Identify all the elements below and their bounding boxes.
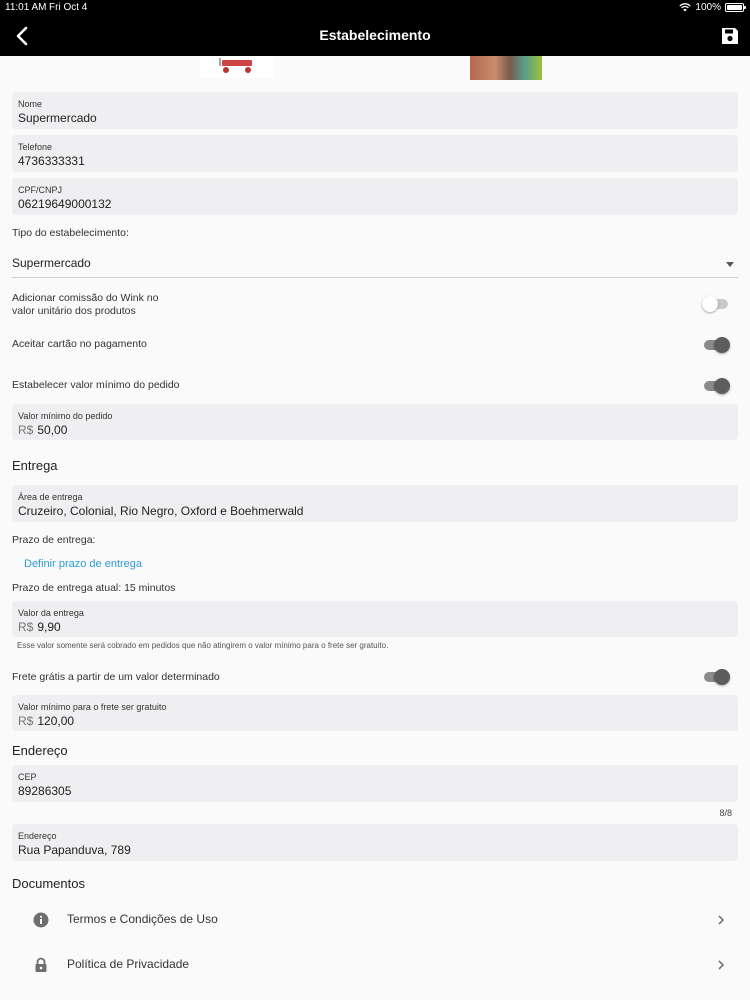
frete-gratis-value[interactable] xyxy=(18,714,74,728)
valor-entrega-value[interactable] xyxy=(18,620,61,634)
nome-value[interactable]: Supermercado xyxy=(18,111,97,125)
valor-entrega-label: Valor da entrega xyxy=(18,608,84,618)
comissao-label xyxy=(12,292,158,318)
currency-prefix: R$ xyxy=(18,714,34,728)
endereco-section-title: Endereço xyxy=(12,743,68,758)
form-content xyxy=(0,56,750,1000)
definir-prazo-link[interactable]: Definir prazo de entrega xyxy=(24,558,143,570)
cpf-cnpj-field[interactable] xyxy=(12,178,738,215)
cart-image[interactable] xyxy=(200,56,274,78)
wifi-icon xyxy=(679,3,691,12)
valor-minimo-amount: 50,00 xyxy=(37,423,68,437)
page-title: Estabelecimento xyxy=(319,27,431,43)
area-entrega-label: Área de entrega xyxy=(18,492,83,502)
valor-entrega-amount: 9,90 xyxy=(37,620,61,634)
cep-label: CEP xyxy=(18,772,37,782)
currency-prefix: R$ xyxy=(18,423,34,437)
status-date: Fri Oct 4 xyxy=(49,2,88,13)
chevron-right-icon xyxy=(715,913,727,927)
termos-list-item[interactable] xyxy=(0,897,750,943)
telefone-label: Telefone xyxy=(18,142,53,152)
tipo-value: Supermercado xyxy=(12,256,91,270)
valor-entrega-helper: Esse valor somente será cobrado em pedidos que não atingirem o valor mínimo para o frete ser gratuito. xyxy=(17,641,389,650)
frete-gratis-label: Frete grátis a partir de um valor determinado xyxy=(12,671,220,683)
frete-gratis-amount: 120,00 xyxy=(37,714,75,728)
cartao-label: Aceitar cartão no pagamento xyxy=(12,338,147,350)
valor-minimo-field[interactable] xyxy=(12,404,738,440)
nome-field[interactable] xyxy=(12,92,738,129)
area-entrega-value[interactable]: Cruzeiro, Colonial, Rio Negro, Oxford e Boehmerwald xyxy=(18,504,304,518)
prazo-atual: Prazo de entrega atual: 15 minutos xyxy=(12,582,176,594)
endereco-field[interactable] xyxy=(12,824,738,861)
frete-gratis-field-label: Valor mínimo para o frete ser gratuito xyxy=(18,702,167,712)
cpf-cnpj-label: CPF/CNPJ xyxy=(18,185,63,195)
comissao-toggle[interactable] xyxy=(702,295,730,313)
dropdown-caret-icon xyxy=(726,262,734,267)
battery-percent: 100% xyxy=(695,2,721,13)
status-bar xyxy=(0,0,750,16)
valor-minimo-value[interactable] xyxy=(18,423,67,437)
valor-minimo-label: Estabelecer valor mínimo do pedido xyxy=(12,379,180,391)
politica-list-item[interactable] xyxy=(0,942,750,988)
app-bar xyxy=(0,16,750,56)
cpf-cnpj-value[interactable]: 06219649000132 xyxy=(18,197,112,211)
comissao-label-line1: Adicionar comissão do Wink no xyxy=(12,292,159,304)
battery-icon xyxy=(725,3,744,12)
cep-field[interactable] xyxy=(12,765,738,802)
valor-minimo-toggle[interactable] xyxy=(702,377,730,395)
status-right xyxy=(679,2,744,13)
prazo-label: Prazo de entrega: xyxy=(12,534,96,546)
entrega-section-title: Entrega xyxy=(12,458,58,473)
lock-icon xyxy=(33,957,49,973)
termos-label: Termos e Condições de Uso xyxy=(67,912,218,926)
comissao-label-line2: valor unitário dos produtos xyxy=(12,305,136,317)
status-time: 11:01 AM xyxy=(5,2,47,13)
telefone-field[interactable] xyxy=(12,135,738,172)
telefone-value[interactable]: 4736333331 xyxy=(18,154,85,168)
currency-prefix: R$ xyxy=(18,620,34,634)
info-icon xyxy=(33,912,49,928)
cep-counter: 8/8 xyxy=(719,808,732,818)
valor-minimo-field-label: Valor mínimo do pedido xyxy=(18,411,113,421)
cep-value[interactable]: 89286305 xyxy=(18,784,72,798)
chevron-right-icon xyxy=(715,958,727,972)
endereco-label: Endereço xyxy=(18,831,57,841)
endereco-value[interactable]: Rua Papanduva, 789 xyxy=(18,843,131,857)
documentos-section-title: Documentos xyxy=(12,876,85,891)
valor-entrega-field[interactable] xyxy=(12,601,738,637)
save-icon[interactable] xyxy=(720,26,740,46)
tipo-dropdown[interactable] xyxy=(12,252,738,278)
frete-gratis-toggle[interactable] xyxy=(702,668,730,686)
shopping-cart-icon xyxy=(200,56,274,78)
tipo-label: Tipo do estabelecimento: xyxy=(12,227,129,239)
store-image[interactable] xyxy=(470,56,542,80)
politica-label: Política de Privacidade xyxy=(67,957,190,971)
area-entrega-field[interactable] xyxy=(12,485,738,522)
frete-gratis-field[interactable] xyxy=(12,695,738,731)
cartao-toggle[interactable] xyxy=(702,336,730,354)
nome-label: Nome xyxy=(18,99,43,109)
